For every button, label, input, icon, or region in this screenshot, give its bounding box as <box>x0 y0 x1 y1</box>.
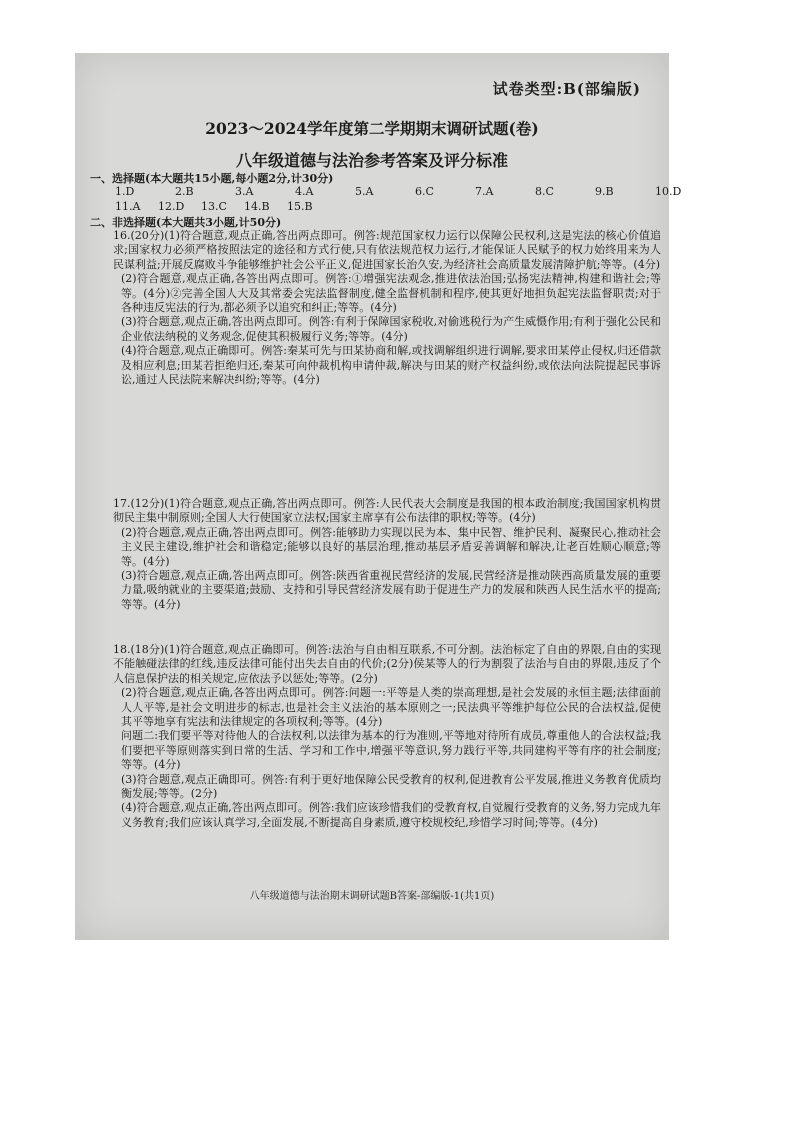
answer-paragraph: (2)符合题意,观点正确,各答出两点即可。例答:①增强宪法观念,推进依法治国;弘扬宪法精神,构建和谐社会;等等。(4分)②完善全国人大及其常委会宪法监督制度,健全监督机制和程序,使其更好地担负起宪法监督职责;对于各种违反宪法的行为,都必须予以追究和纠正;等等。(4分) <box>121 272 661 315</box>
choice-answer: 15.B <box>287 200 313 213</box>
choice-answer: 13.C <box>201 200 227 213</box>
answer-paragraph: 18.(18分)(1)符合题意,观点正确即可。例答:法治与自由相互联系,不可分割。法治标定了自由的界限,自由的实现不能触碰法律的红线,违反法律可能付出失去自由的代价;(2分)侯某等人的行为割裂了法治与自由的界限,违反了个人信息保护法的相关规定,应依法予以惩处;等等。(2分) <box>113 643 661 685</box>
answer-paragraph: (4)符合题意,观点正确即可。例答:秦某可先与田某协商和解,或找调解组织进行调解,要求田某停止侵权,归还借款及相应利息;田某若拒绝归还,秦某可向仲裁机构申请仲裁,解决与田某的财产权益纠纷,或依法向法院提起民事诉讼,通过人民法院来解决纠纷;等等。(4分) <box>121 344 661 387</box>
answer-paragraph: 17.(12分)(1)符合题意,观点正确,答出两点即可。例答:人民代表大会制度是我国的根本政治制度;我国国家机构贯彻民主集中制原则;全国人大行使国家立法权;国家主席享有公布法律的职权;等等。(4分) <box>113 497 661 525</box>
choice-answers-row <box>115 185 715 198</box>
answer-paragraph: (3)符合题意,观点正确,答出两点即可。例答:有利于保障国家税收,对偷逃税行为产生威慑作用;有利于强化公民和企业依法纳税的义务观念,促使其积极履行义务;等等。(4分) <box>121 315 661 343</box>
choice-answer: 5.A <box>355 185 374 198</box>
choice-answer: 3.A <box>235 185 254 198</box>
choice-answer: 1.D <box>115 185 135 198</box>
choice-answers-row <box>115 200 330 213</box>
page-title: 2023～2024学年度第二学期期末调研试题(卷) <box>205 119 539 138</box>
answer-paragraph: (3)符合题意,观点正确即可。例答:有利于更好地保障公民受教育的权利,促进教育公平发展,推进义务教育优质均衡发展;等等。(2分) <box>121 772 661 801</box>
section-heading-choice: 一、选择题(本大题共15小题,每小题2分,计30分) <box>90 172 334 185</box>
section-heading-nonchoice: 二、非选择题(本大题共3小题,计50分) <box>90 216 282 229</box>
choice-answer: 10.D <box>655 185 682 198</box>
choice-answer: 8.C <box>535 185 554 198</box>
choice-answer: 11.A <box>115 200 141 213</box>
question-18 <box>113 643 661 830</box>
page-subtitle: 八年级道德与法治参考答案及评分标准 <box>235 151 508 170</box>
exam-sheet <box>75 53 682 940</box>
choice-answer: 9.B <box>595 185 614 198</box>
answer-paragraph: (2)符合题意,观点正确,答出两点即可。例答:能够助力实现以民为本、集中民智、维护民利、凝聚民心,推动社会主义民主建设,维护社会和谐稳定;能够以良好的基层治理,推动基层矛盾妥善调解和解决,让老百姓顺心顺意;等等。(4分) <box>121 525 661 568</box>
question-16 <box>113 229 661 387</box>
answer-paragraph: (4)符合题意,观点正确,答出两点即可。例答:我们应该珍惜我们的受教育权,自觉履行受教育的义务,努力完成九年义务教育;我们应该认真学习,全面发展,不断提高自身素质,遵守校规校纪,珍惜学习时间;等等。(4分) <box>121 801 661 829</box>
choice-answer: 7.A <box>475 185 494 198</box>
exam-type-label: 试卷类型:B(部编版) <box>492 80 641 98</box>
choice-answer: 14.B <box>244 200 270 213</box>
answer-paragraph: 16.(20分)(1)符合题意,观点正确,答出两点即可。例答:规范国家权力运行以保障公民权利,这是宪法的核心价值追求;国家权力必须严格按照法定的途径和方式行使,只有依法规范权力运行,才能保证人民赋予的权力始终用来为人民谋利益;开展反腐败斗争能够维护社会公平正义,促进国家长治久安,为经济社会高质量发展清障护航;等等。(4分) <box>113 229 661 271</box>
answer-paragraph: (2)符合题意,观点正确,各答出两点即可。例答:问题一:平等是人类的崇高理想,是社会发展的永恒主题;法律面前人人平等,是社会文明进步的标志,也是社会主义法治的基本原则之一;民法典平等维护每位公民的合法权益,促使其平等地享有宪法和法律规定的各项权利;等等。(4分) <box>121 686 661 729</box>
choice-answer: 2.B <box>175 185 194 198</box>
choice-answer: 4.A <box>295 185 314 198</box>
page-footer: 八年级道德与法治期末调研试题B答案-部编版-1(共1页) <box>249 891 495 902</box>
answer-paragraph: (3)符合题意,观点正确,答出两点即可。例答:陕西省重视民营经济的发展,民营经济是推动陕西高质量发展的重要力量,吸纳就业的主要渠道;鼓励、支持和引导民营经济发展有助于促进生产力的发展和陕西人民生活水平的提高;等等。(4分) <box>121 569 661 611</box>
answer-paragraph: 问题二:我们要平等对待他人的合法权利,以法律为基本的行为准则,平等地对待所有成员,尊重他人的合法权益;我们要把平等原则落实到日常的生活、学习和工作中,增强平等意识,努力践行平等,共同建构平等有序的社会制度;等等。(4分) <box>121 729 661 772</box>
choice-answer: 12.D <box>158 200 185 213</box>
question-17 <box>113 497 661 612</box>
choice-answer: 6.C <box>415 185 434 198</box>
